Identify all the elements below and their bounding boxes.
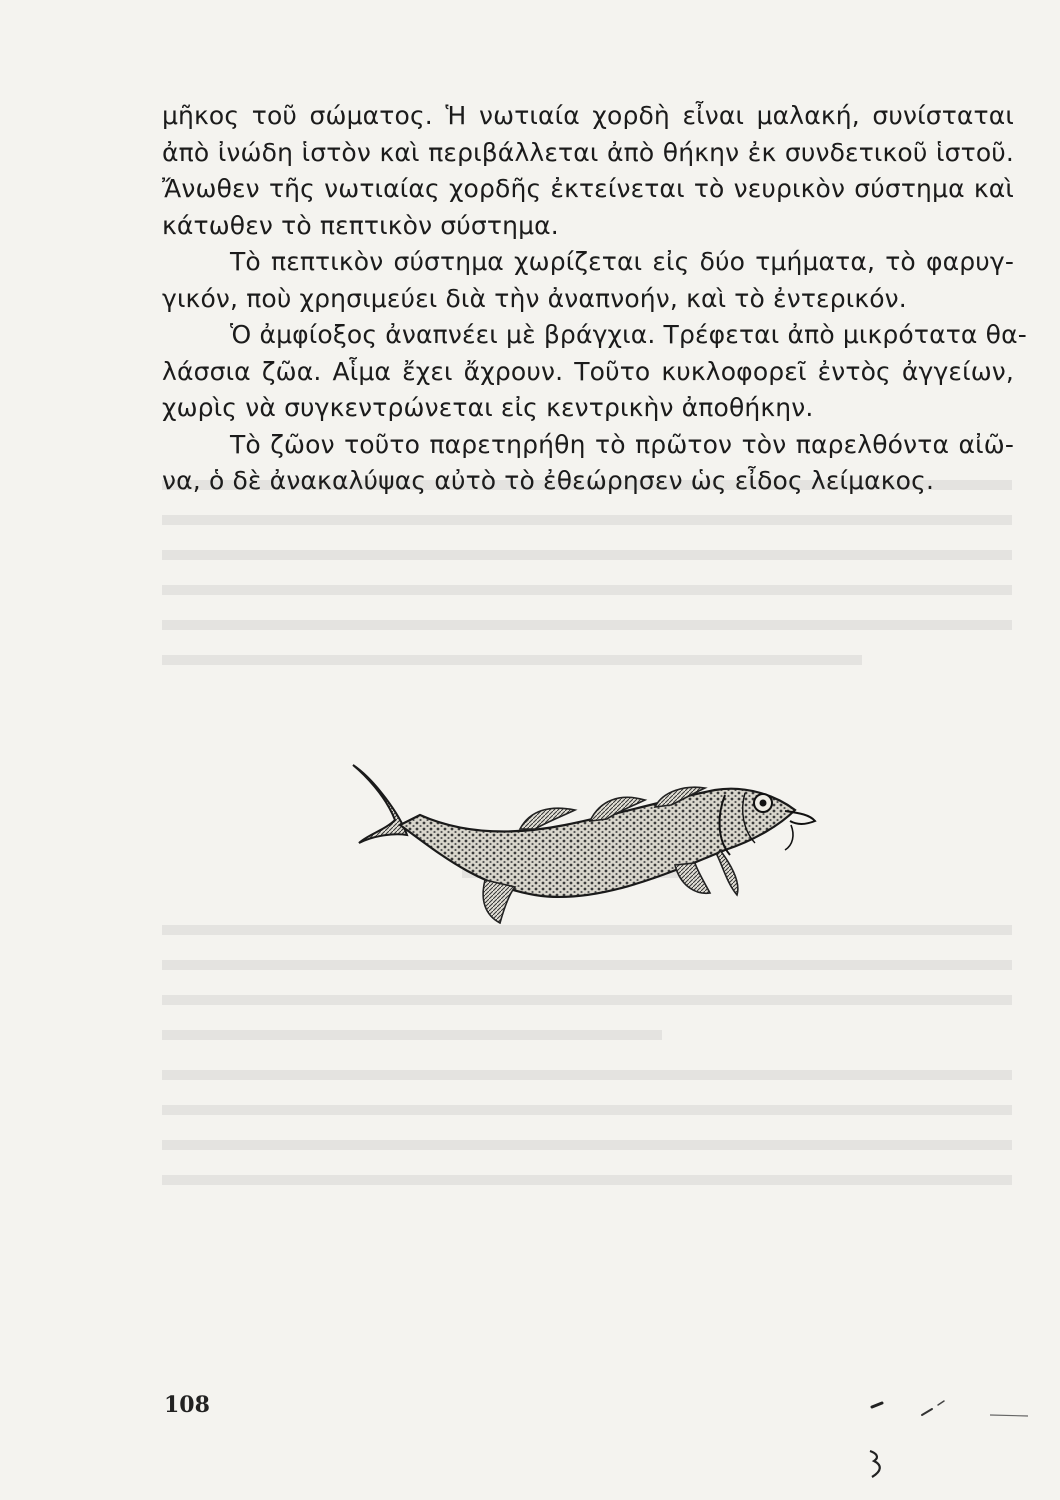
text-line: ἀπὸ ἰνώδη ἱστὸν καὶ περιβάλλεται ἀπὸ θήκην ἐκ συνδετικοῦ ἱστοῦ. [162,137,1014,167]
print-marks [860,1385,1030,1485]
body-text [162,98,1027,500]
text-line: κάτωθεν τὸ πεπτικὸν σύστημα. [162,210,559,240]
paragraph [162,317,1027,427]
paragraph [162,98,1014,244]
paragraph [162,244,1014,317]
text-line: γικόν, ποὺ χρησιμεύει διὰ τὴν ἀναπνοήν, καὶ τὸ ἐντερικόν. [162,283,907,313]
text-line: Ἄνωθεν τῆς νωτιαίας χορδῆς ἐκτείνεται τὸ νευρικὸν σύστημα καὶ [162,174,1014,203]
text-line: μῆκος τοῦ σώματος. Ἡ νωτιαία χορδὴ εἶναι μαλακή, συνίσταται [162,101,1014,130]
paragraph [162,427,1014,500]
text-line: Ὁ ἀμφίοξος ἀναπνέει μὲ βράγχια. Τρέφεται ἀπὸ μικρότατα θα- [230,320,1027,349]
text-line: να, ὁ δὲ ἀνακαλύψας αὐτὸ τὸ ἐθεώρησεν ὡς εἶδος λείμακος. [162,466,935,495]
page-number: 108 [164,1392,210,1418]
text-line: χωρὶς νὰ συγκεντρώνεται εἰς κεντρικὴν ἀποθήκην. [162,393,814,422]
text-line: Τὸ πεπτικὸν σύστημα χωρίζεται εἰς δύο τμήματα, τὸ φαρυγ- [230,247,1014,276]
text-line: λάσσια ζῶα. Αἷμα ἔχει ἄχρουν. Τοῦτο κυκλοφορεῖ ἐντὸς ἀγγείων, [162,356,1014,386]
text-line: Τὸ ζῶον τοῦτο παρετηρήθη τὸ πρῶτον τὸν παρελθόντα αἰῶ- [230,429,1014,459]
fish-illustration [345,755,825,935]
